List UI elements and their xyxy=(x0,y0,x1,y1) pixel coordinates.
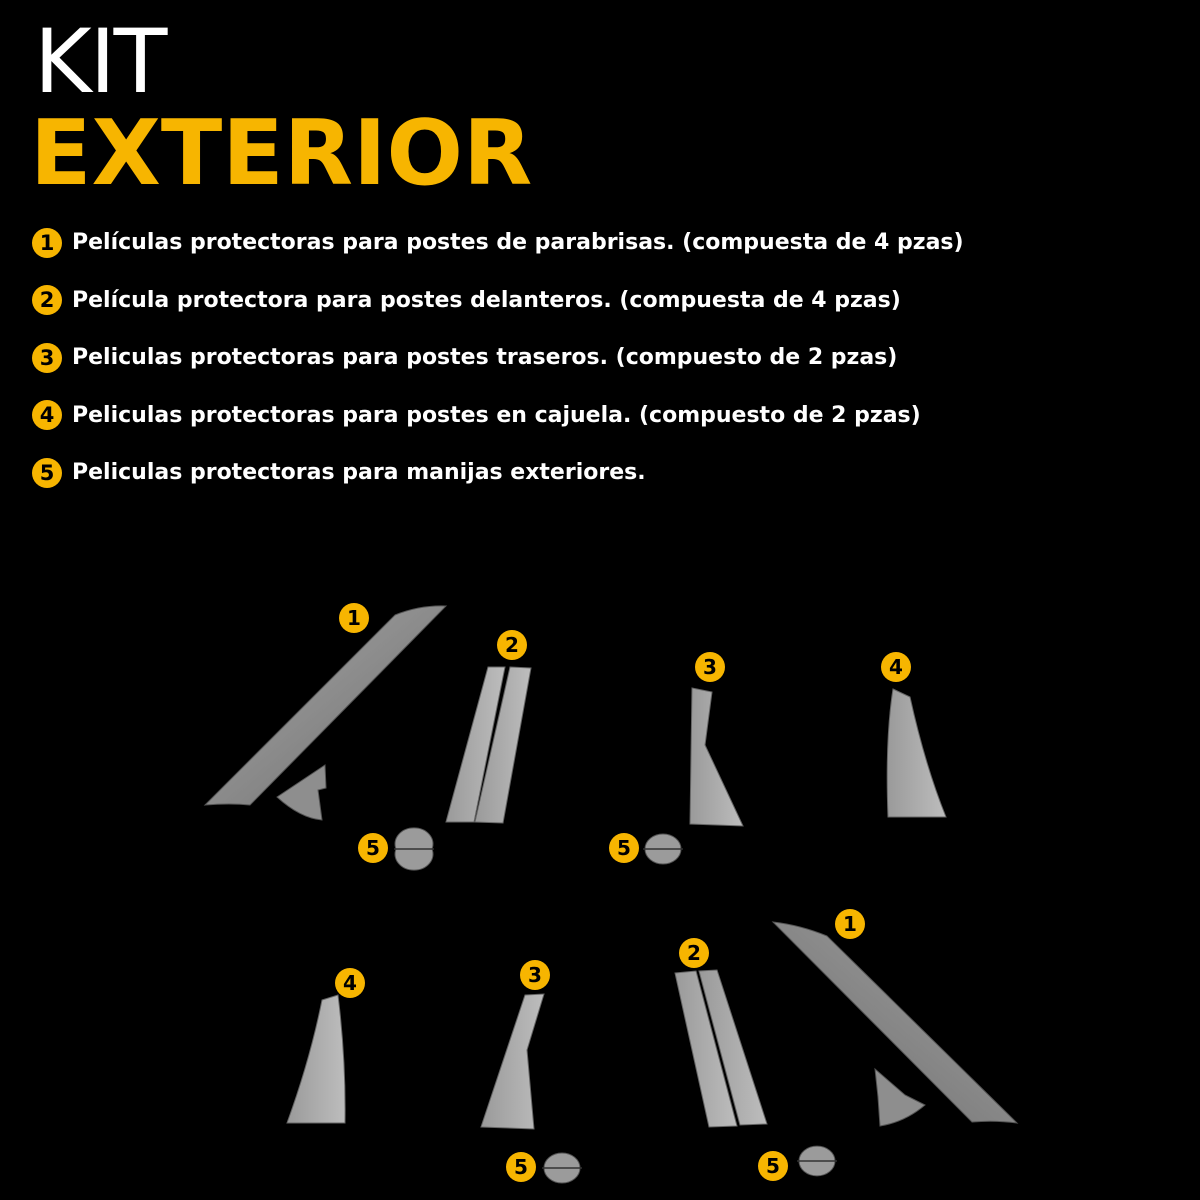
diagram-badge-5-bottom-right xyxy=(758,1151,788,1181)
number-badge: 1 xyxy=(32,228,62,258)
diagram-badge-4-top xyxy=(881,652,911,682)
diagram-badge-5-top-right xyxy=(609,833,639,863)
item-text: Películas protectoras para postes de parabrisas. (compuesta de 4 pzas) xyxy=(72,230,964,256)
diagram-badge-number: 5 xyxy=(366,836,380,860)
diagram-badge-number: 3 xyxy=(528,963,542,987)
diagram-badge-3-bottom xyxy=(520,960,550,990)
diagram-badge-1-bottom xyxy=(835,909,865,939)
diagram-badge-number: 3 xyxy=(703,655,717,679)
rear-post-film-bottom xyxy=(481,994,544,1129)
diagram-badge-number: 5 xyxy=(514,1155,528,1179)
number-badge: 2 xyxy=(32,285,62,315)
diagram-badge-number: 2 xyxy=(505,633,519,657)
number-badge: 4 xyxy=(32,400,62,430)
diagram-badge-3-top xyxy=(695,652,725,682)
diagram-badge-4-bottom xyxy=(335,968,365,998)
diagram-badge-number: 2 xyxy=(687,941,701,965)
item-text: Peliculas protectoras para manijas exteriores. xyxy=(72,460,646,486)
number-badge: 5 xyxy=(32,458,62,488)
diagram-badge-5-top-left xyxy=(358,833,388,863)
diagram-badge-number: 4 xyxy=(889,655,903,679)
item-text: Película protectora para postes delanteros. (compuesta de 4 pzas) xyxy=(72,287,901,313)
title-exterior: EXTERIOR xyxy=(30,101,533,206)
item-text: Peliculas protectoras para postes traseros. (compuesto de 2 pzas) xyxy=(72,345,898,371)
windshield-corner-film-top xyxy=(277,765,326,820)
trunk-post-film-bottom xyxy=(287,995,345,1123)
item-text: Peliculas protectoras para postes en cajuela. (compuesto de 2 pzas) xyxy=(72,402,921,428)
diagram-badge-number: 1 xyxy=(347,606,361,630)
rear-post-film-top xyxy=(690,688,743,826)
diagram-badge-2-top xyxy=(497,630,527,660)
trunk-post-film-top xyxy=(887,689,946,817)
title-kit: KIT xyxy=(34,10,166,113)
windshield-corner-film-bottom xyxy=(875,1069,925,1126)
diagram-badge-1-top xyxy=(339,603,369,633)
diagram-badge-2-bottom xyxy=(679,938,709,968)
diagram-badge-number: 5 xyxy=(617,836,631,860)
diagram-badge-number: 4 xyxy=(343,971,357,995)
diagram-badge-5-bottom-left xyxy=(506,1152,536,1182)
number-badge: 3 xyxy=(32,343,62,373)
diagram-badge-number: 5 xyxy=(766,1154,780,1178)
diagram-badge-number: 1 xyxy=(843,912,857,936)
